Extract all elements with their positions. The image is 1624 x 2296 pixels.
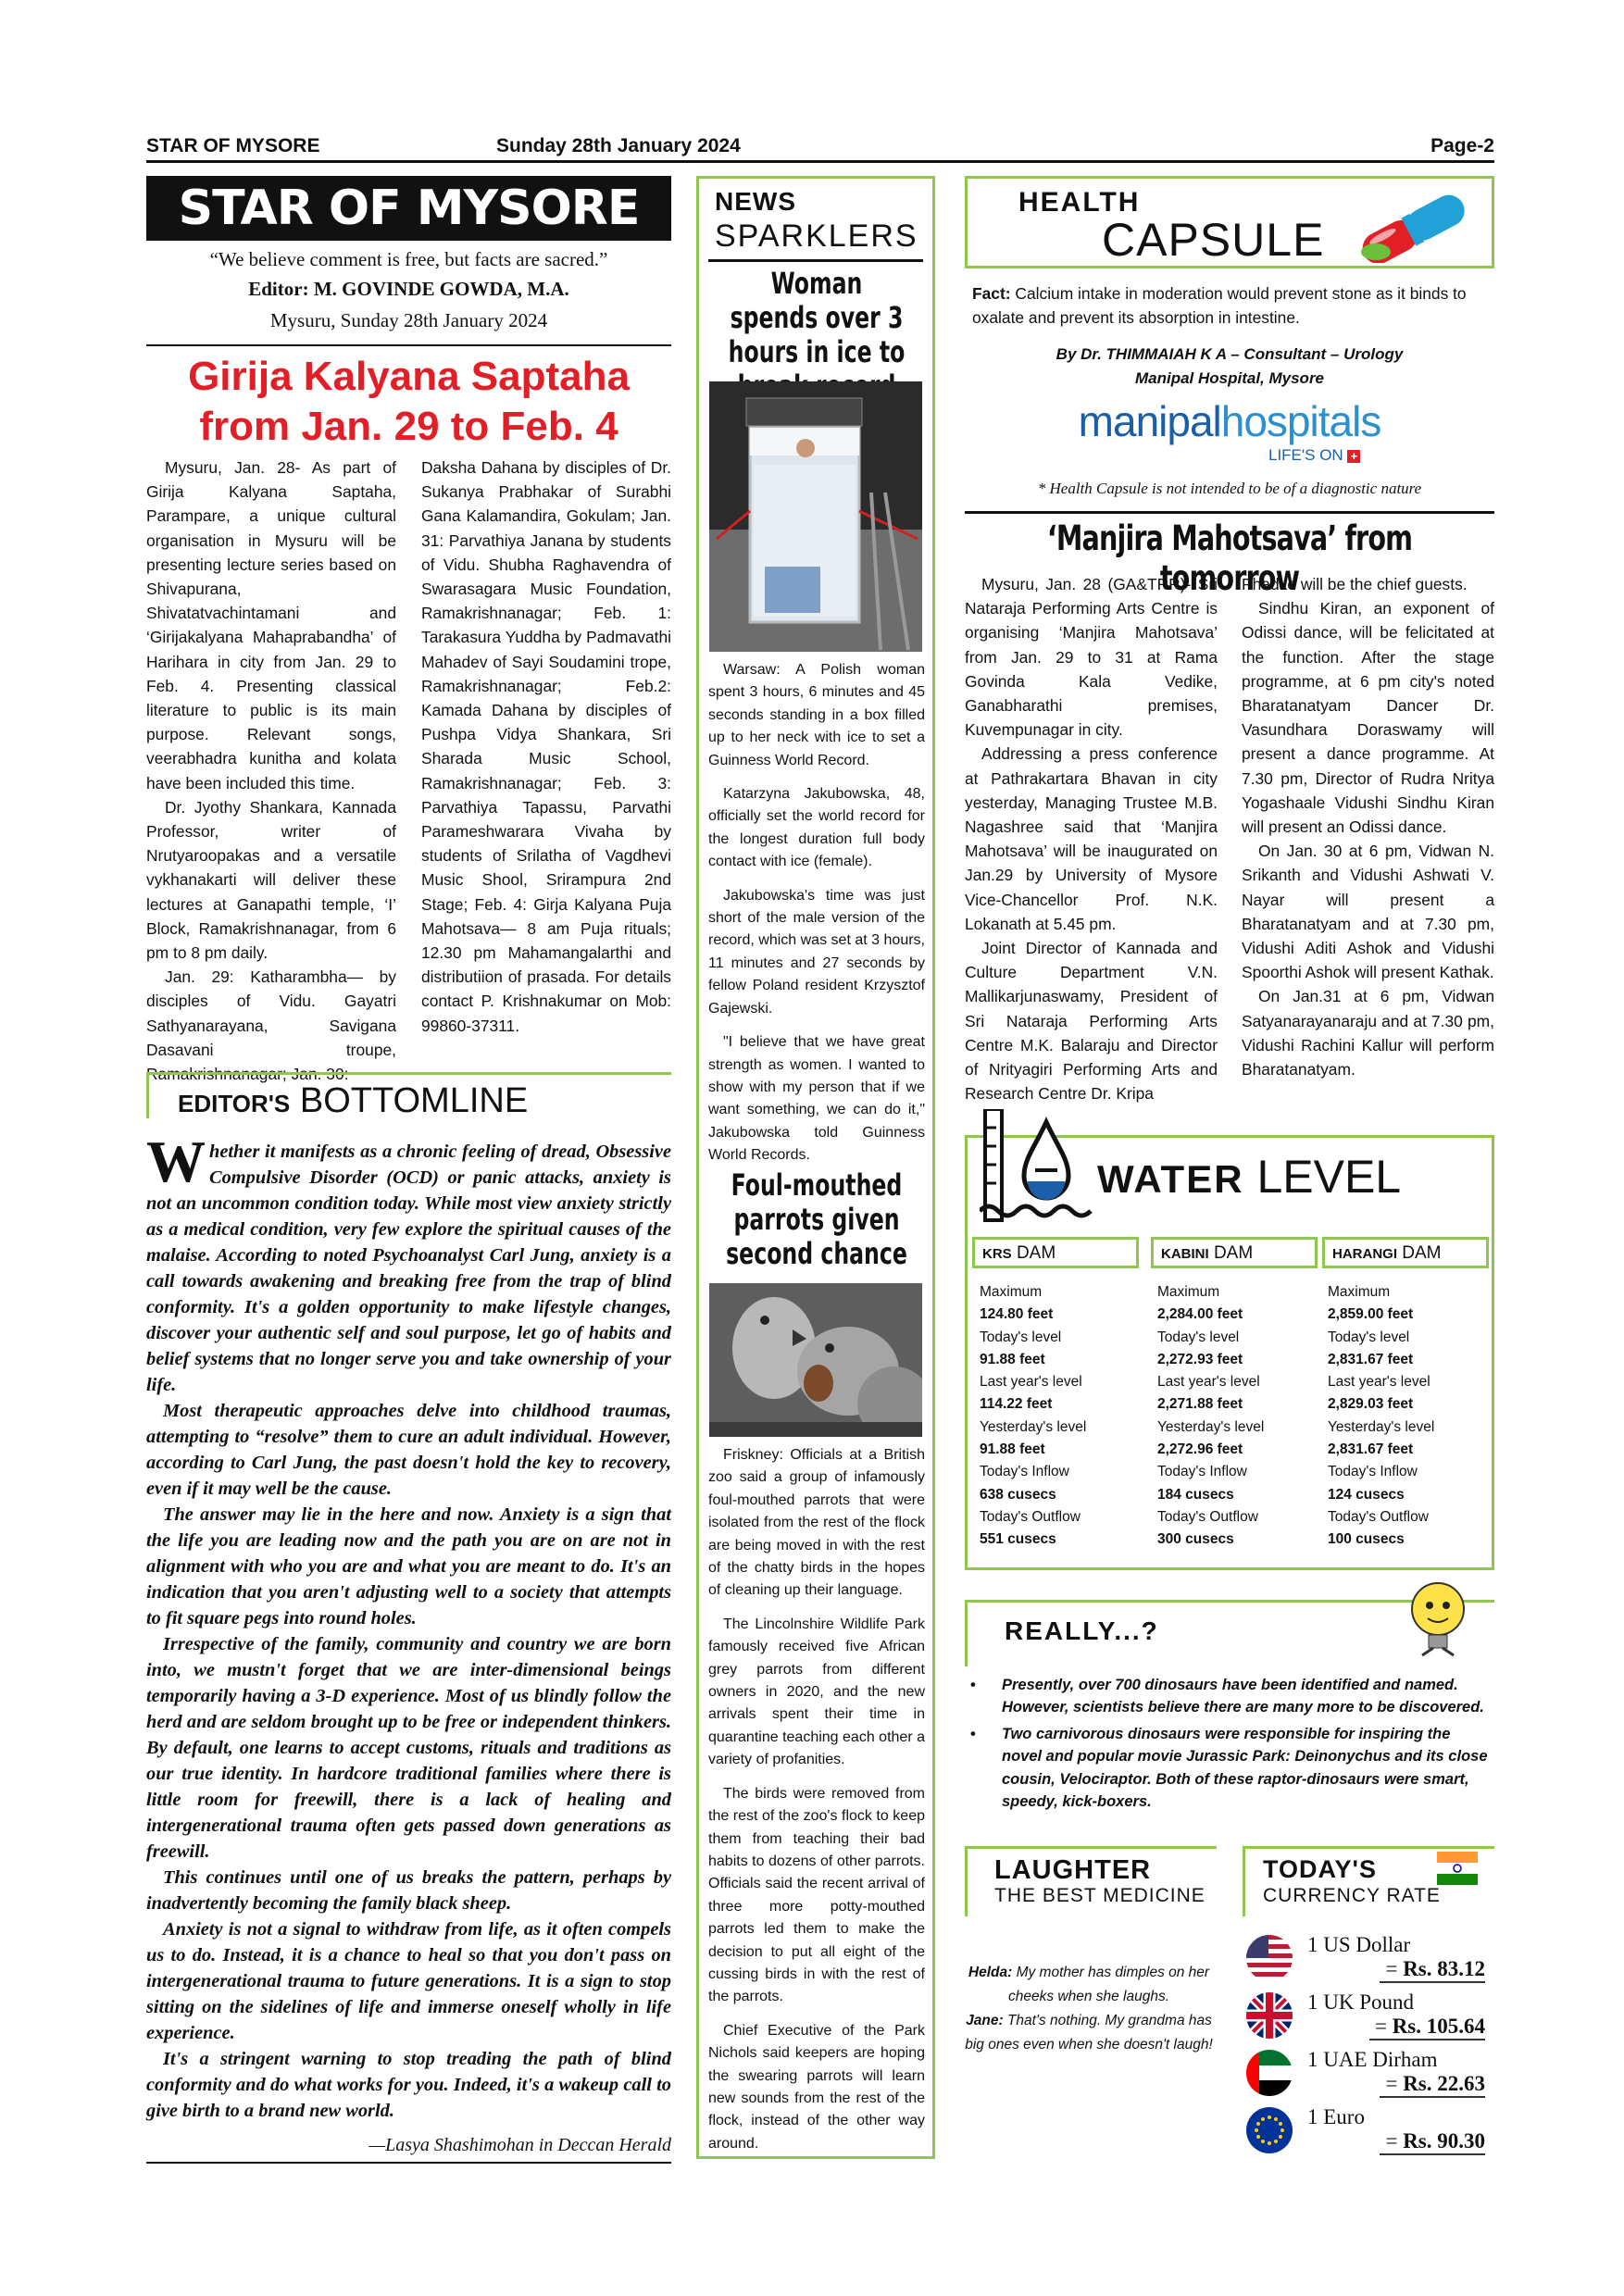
lead-story [146,455,671,1086]
lead-headline-line1: Girija Kalyana Saptaha [188,354,630,399]
uae-flag-icon [1246,2050,1293,2096]
ice-box-photo [709,381,922,652]
joke-speaker: Helda: [968,1965,1013,1980]
lightbulb-icon [1404,1574,1472,1666]
editorial-title [178,1081,528,1121]
health-doctor: By Dr. THIMMAIAH K A – Consultant – Urology [1056,345,1404,363]
editorial-paragraph: It's a stringent warning to stop treading the path of blind conformity and do what works for you. Indeed, it's a wakeup call to give birth to a brand new world. [146,2049,671,2121]
manjira-paragraph: Addressing a press conference at Pathrakartara Bhavan in city yesterday, Managing Trustee M.B. Nagashree said that ‘Manjira Mahotsava’ will be inaugurated on Jan.29 by University of Mysore Vice-Chancellor Prof. N.K. Lokanath at 5.45 pm. [965,744,1218,933]
dam-label-krs [972,1237,1139,1268]
dam-field: Yesterday's level [980,1418,1087,1435]
sparklers-label: SPARKLERS [715,218,918,254]
header-paper-name: STAR OF MYSORE [146,135,320,156]
health-author [965,343,1494,391]
currency-row-aed [1243,2044,1494,2102]
dam-field: Today's Outflow [1157,1508,1258,1525]
us-flag-icon [1246,1935,1293,1981]
dam-field: Today's Inflow [1157,1464,1247,1480]
lead-paragraph: Jan. 29: Katharambha— by disciples of Vidu. Gayatri Sathyanarayana, Savigana Dasavani troupe, Ramakrishnanagar; Jan. 30: [146,967,396,1084]
joke-line: My mother has dimples on her cheeks when she laughs. [1007,1965,1210,2004]
dam-field: Maximum [1328,1284,1391,1300]
laughter-title: LAUGHTER [994,1855,1152,1885]
divider [146,344,671,346]
pill-capsule-icon [1350,193,1480,263]
manjira-paragraph: Joint Director of Kannada and Culture Department V.N. Mallikarjunaswamy, President of Sri Nataraja Performing Arts Centre M.K. Balaraju and Director of Nrityagiri Performing Arts and Research Centre Dr. Kripa [965,939,1218,1104]
dam-value: 114.22 feet [980,1396,1053,1413]
health-hospital: Manipal Hospital, Mysore [1134,369,1325,387]
manjira-paragraph: On Jan. 30 at 6 pm, Vidwan N. Srikanth and Vidushi Ashwati V. Nayar will present a Bharatanatyam and at 7.30 pm, Vidushi Aditi Ashok and Vidushi Spoorthi Ashok will present Kathak. [1242,842,1494,982]
dam-value: 2,272.96 feet [1157,1441,1243,1458]
dam-suffix: DAM [1213,1243,1254,1263]
dam-code: HARANGI [1332,1246,1397,1262]
masthead-editor: Editor: M. GOVINDE GOWDA, M.A. [248,278,569,300]
currency-unit: 1 US Dollar [1307,1933,1411,1956]
dam-field: Today's Inflow [980,1464,1069,1480]
sparkler-paragraph: Friskney: Officials at a British zoo said a group of infamously foul-mouthed parrots that were isolated from the rest of the flock are being moved in with the rest of the chatty birds in the hopes of cleaning up their language. [708,1447,925,1599]
dam-value: 2,272.93 feet [1157,1351,1243,1367]
joke-speaker: Jane: [966,2013,1004,2028]
uk-flag-icon [1246,1992,1293,2039]
water-level-title [1097,1150,1401,1204]
water-title-rest: LEVEL [1256,1151,1402,1203]
dam-value: 300 cusecs [1157,1531,1234,1548]
lead-headline [139,352,679,452]
dam-field: Today's Outflow [1328,1508,1429,1525]
dam-field: Last year's level [1328,1374,1430,1391]
dam-field: Today's Outflow [980,1508,1081,1525]
dam-data-krs [980,1281,1146,1552]
currency-rate [1380,2129,1485,2155]
manjira-paragraph: Sindhu Kiran, an exponent of Odissi dance, will be felicitated at the function. After the stage programme, at 6 pm city's noted Bharatanatyam Dancer Dr. Vasundhara Doraswamy will present a dance programme. At 7.30 pm, Director of Rudra Nritya Yogashaale Vidushi Sindhu Kiran will present an Odissi dance. [1242,599,1494,837]
lead-story-col2 [421,455,671,1086]
ice-box-illustration [709,381,922,652]
health-fact-label: Fact: [972,284,1011,303]
manipal-logo-b: hospitals [1220,397,1381,445]
lead-paragraph: Mysuru, Jan. 28- As part of Girija Kalyana Saptaha, Parampare, a unique cultural organisation in Mysuru will be presenting lecture series based on Shivapurana, Shivatatvachintamani and ‘Girijakalyana Mahaprabandha’ of Harihara in city from Jan. 29 to Feb. 4. Presenting classical literature to public is its main purpose. Relevant songs, veerabhadra kunitha and kolata have been included this time. [146,458,396,792]
editorial-paragraph: hether it manifests as a chronic feeling of dread, Obsessive Compulsive Disorder (OCD) or panic attacks, anxiety is not an uncommon condition today. While most view anxiety strictly as a medical condition, very few explore the spiritual causes of the malaise. According to noted Psychoanalyst Carl Jung, anxiety is a call towards awakening and breaking free from the trap of blind conformity. It's a golden opportunity to make lifestyle changes, discover your authentic self and soul purpose, let go of habits and belief systems that no longer serve you and take ownership of your life. [146,1142,671,1395]
dam-suffix: DAM [1016,1243,1056,1263]
lead-paragraph: Daksha Dahana by disciples of Dr. Sukanya Prabhakar of Surabhi Gana Kalamandira, Gokulam; Jan. 31: Parvathiya Janana by students of Vidu. Shubha Raghavendra of Swarasagara Music Foundation, Ramakrishnanagar; Feb. 1: Tarakasura Yuddha by Padmavathi Mahadev of Sayi Soudamini trope, Ramakrishnanagar; Feb.2: Kamada Dahana by disciples of Pushpa Vidya Shankara, Sri Sharada Music School, Ramakrishnanagar; Feb. 3: Parvathiya Tapassu, Parvathi Parameshwarara Vivaha by students of Srilatha of Vagdhevi Music Shool, Srirampura 2nd Stage; Feb. 4: Girja Kalyana Puja Mahotsava— 8 am Puja rituals; 12.30 pm Mahamangalarthi and distributiion of prasada. For details contact P. Krishnakumar on Mob: 99860-37311. [421,458,671,1035]
lead-headline-line2: from Jan. 29 to Feb. 4 [199,404,618,449]
dam-value: 2,831.67 feet [1328,1351,1414,1367]
sparkler-headline-parrots: Foul-mouthed parrots given second chance [726,1167,907,1271]
currency-value: Rs. 83.12 [1403,1957,1485,1980]
lead-story-col1 [146,455,396,1086]
currency-subtitle: CURRENCY RATE [1263,1885,1441,1906]
dam-field: Today's Inflow [1328,1464,1418,1480]
masthead-title: STAR OF MYSORE [146,176,671,241]
dam-field: Yesterday's level [1328,1418,1435,1435]
dam-field: Maximum [980,1284,1043,1300]
sparkler-paragraph: The Lincolnshire Wildlife Park famously received five African grey parrots from different owners in 2020, and the new arrivals spent their time in quarantine teaching each other a variety of profanities. [708,1616,925,1768]
editorial-paragraph: This continues until one of us breaks the pattern, perhaps by inadvertently becoming the family black sheep. [146,1867,671,1914]
dam-value: 124.80 feet [980,1306,1054,1323]
lead-paragraph: Dr. Jyothy Shankara, Kannada Professor, writer of Nrutyaroopakas and a versatile vykhanakarti will deliver these lectures at Ganapathi temple, ‘I’ Block, Ramakrishnanagar, from 6 pm to 8 pm daily. [146,797,396,963]
header-page-number: Page-2 [1430,135,1494,156]
editorial-body [146,1129,671,2124]
eu-flag-icon [1246,2107,1293,2153]
dam-code: KRS [982,1246,1012,1262]
masthead-motto: “We believe comment is free, but facts are sacred.” [209,248,608,270]
manipal-logo-a: manipal [1078,397,1221,445]
really-item: • Two carnivorous dinosaurs were responsible for inspiring the novel and popular movie Jurassic Park: Deinonychus and its close cousin, Velociraptor. Both of these raptor-dinosaurs were smart, speedy, kick-boxers. [965,1723,1494,1814]
laughter-subtitle: THE BEST MEDICINE [994,1885,1206,1906]
equals-sign: = [1385,1957,1398,1980]
currency-rate [1380,1957,1485,1983]
editorial-paragraph: Irrespective of the family, community and country we are born into, we mustn't forget that we are inter-dimensional beings temporarily having a 3-D experience. Most of us blindly follow the herd and are seldom brought up to be free or independent thinkers. By default, one learns to accept customs, rituals and traditions as our true identity. In hardcore traditional families where there is little room for freewill, there is a lack of healing and intergenerational trauma often gets passed down generations as freewill. [146,1634,671,1862]
really-title: REALLY...? [1005,1616,1159,1645]
divider [708,259,923,262]
really-list [965,1674,1494,1816]
header-date: Sunday 28th January 2024 [496,135,741,156]
plus-icon: + [1347,450,1360,463]
currency-rate [1380,2072,1485,2098]
dam-suffix: DAM [1402,1243,1442,1263]
sparkler-paragraph: Warsaw: A Polish woman spent 3 hours, 6 minutes and 45 seconds standing in a box filled up to her neck with ice to set a Guinness World Record. [708,662,925,768]
dam-field: Yesterday's level [1157,1418,1265,1435]
dam-field: Today's level [980,1329,1062,1345]
health-fact-text: Calcium intake in moderation would prevent stone as it binds to oxalate and prevent its absorption in intestine. [972,284,1467,327]
dam-field: Today's level [1157,1329,1240,1345]
dam-value: 91.88 feet [980,1441,1045,1458]
currency-title: TODAY'S [1263,1855,1377,1883]
dam-field: Last year's level [1157,1374,1260,1391]
health-disclaimer: * Health Capsule is not intended to be of a diagnostic nature [1037,480,1422,497]
masthead-dateline: Mysuru, Sunday 28th January 2024 [269,309,548,331]
dam-value: 2,829.03 feet [1328,1396,1414,1413]
dam-value: 2,284.00 feet [1157,1306,1243,1323]
editorial-title-bold: EDITOR'S [178,1090,291,1117]
dam-value: 100 cusecs [1328,1531,1405,1548]
currency-row-gbp [1243,1987,1494,2044]
manjira-paragraph: On Jan.31 at 6 pm, Vidwan Satyanarayanaraju and at 7.30 pm, Vidushi Rachini Kallur will perform Bharatanatyam. [1242,987,1494,1079]
dam-code: KABINI [1161,1246,1209,1262]
dam-data-kabini [1157,1281,1324,1552]
manipal-tagline [1268,446,1360,465]
sparkler-paragraph: Jakubowska's time was just short of the male version of the record, which was set at 3 hours, 11 minutes and 27 seconds by fellow Poland resident Krzysztof Gajewski. [708,887,925,1017]
sparkler-story-ice [708,659,925,1179]
equals-sign: = [1385,2072,1398,2095]
dam-value: 551 cusecs [980,1531,1056,1548]
parrots-illustration [709,1283,922,1437]
laughter-joke [965,1961,1213,2057]
sparkler-paragraph: Chief Executive of the Park Nichols said keepers are hoping the swearing parrots will learn new sounds from the rest of the flock, instead of the other way around. [708,2022,925,2152]
editorial-paragraph: Most therapeutic approaches delve into childhood traumas, attempting to “resolve” them to cure an adult individual. However, according to Carl Jung, the past doesn't hold the key to recovery, even if it may well be the cause. [146,1401,671,1499]
dam-value: 91.88 feet [980,1351,1045,1367]
currency-value: Rs. 90.30 [1403,2129,1485,2152]
dam-label-harangi [1322,1237,1489,1268]
really-item: • Presently, over 700 dinosaurs have been identified and named. However, scientists believe there are many more to be discovered. [965,1674,1494,1719]
equals-sign: = [1374,2015,1387,2038]
water-gauge-icon [980,1109,1100,1229]
currency-row-eur [1243,2102,1494,2159]
sparkler-paragraph: "I believe that we have great strength as women. I wanted to show with my person that if we want something, we can do it," Jakubowska told Guinness World Records. [708,1034,925,1164]
editorial-signature: —Lasya Shashimohan in Deccan Herald [146,2135,671,2164]
health-fact [972,281,1491,330]
dam-value: 2,859.00 feet [1328,1306,1414,1323]
health-label: HEALTH [1018,187,1141,218]
page-header [146,135,1494,163]
editorial-paragraph: Anxiety is not a signal to withdraw from life, as it often compels us to do. Instead, it is a chance to heal so that you don't pass on intergenerational trauma to future generations. It is a sign to stop sitting on the sidelines of life and immerse oneself wholly in life experience. [146,1919,671,2043]
currency-value: Rs. 22.63 [1403,2072,1485,2095]
editorial-title-rest: BOTTOMLINE [299,1081,529,1120]
manjira-story [965,572,1494,1105]
dam-field: Last year's level [980,1374,1082,1391]
dam-data-harangi [1328,1281,1494,1552]
currency-unit: 1 UK Pound [1307,1990,1415,2014]
joke-line: That's nothing. My grandma has big ones even when she doesn't laugh! [965,2013,1213,2053]
sparkler-story-parrots [708,1444,925,2166]
editorial-paragraph: The answer may lie in the here and now. Anxiety is a sign that the life you are leading now and the path you are on are not in alignment with who you are and what you are meant to do. It's an indication that you aren't adjusting well to a society that attempts to fit square pegs into round holes. [146,1504,671,1628]
sparklers-label-news: NEWS [715,187,796,216]
dam-field: Maximum [1157,1284,1220,1300]
sparkler-paragraph: Katarzyna Jakubowska, 48, officially set the world record for the longest duration full body contact with ice (female). [708,786,925,870]
sparkler-headline-ice: Woman spends over 3 hours in ice to [728,266,906,369]
sparkler-paragraph: The birds were removed from the rest of the zoo's flock to keep them from teaching their bad habits to dozens of other parrots. Officials said the recent arrival of three more potty-mouthed parrots led them to make the decision to put all eight of the cussing birds in with the rest of the parrots. [708,1785,925,2005]
manjira-col1 [965,572,1218,1105]
manipal-logo [965,396,1494,446]
manjira-paragraph: Phadke will be the chief guests. [1242,575,1468,593]
dam-label-kabini [1151,1237,1318,1268]
manjira-headline: ‘Manjira Mahotsava’ from tomorrow [1046,518,1413,598]
parrots-photo [709,1283,922,1437]
manjira-paragraph: Mysuru, Jan. 28 (GA&TRR)- Sri Nataraja Performing Arts Centre is organising ‘Manjira Mahotsava’ from Jan. 29 to 31 at Rama Govinda Kala Vedike, Ganabharathi premises, Kuvempunagar in city. [965,575,1218,740]
dam-value: 124 cusecs [1328,1486,1405,1503]
dam-value: 2,831.67 feet [1328,1441,1414,1458]
dam-value: 184 cusecs [1157,1486,1234,1503]
currency-unit: 1 Euro [1307,2105,1365,2128]
dam-value: 638 cusecs [980,1486,1056,1503]
currency-rate [1369,2015,1485,2040]
india-flag-icon [1437,1852,1478,1885]
currency-value: Rs. 105.64 [1392,2015,1485,2038]
manjira-col2 [1242,572,1494,1105]
editorial-dropcap: W [146,1129,206,1194]
currency-row-usd [1243,1929,1494,1987]
equals-sign: = [1385,2129,1398,2152]
currency-unit: 1 UAE Dirham [1307,2048,1438,2071]
water-title-bold: WATER [1097,1157,1244,1201]
manipal-tagline-text: LIFE'S ON [1268,446,1343,464]
capsule-label: CAPSULE [1102,214,1325,266]
dam-field: Today's level [1328,1329,1410,1345]
dam-value: 2,271.88 feet [1157,1396,1243,1413]
